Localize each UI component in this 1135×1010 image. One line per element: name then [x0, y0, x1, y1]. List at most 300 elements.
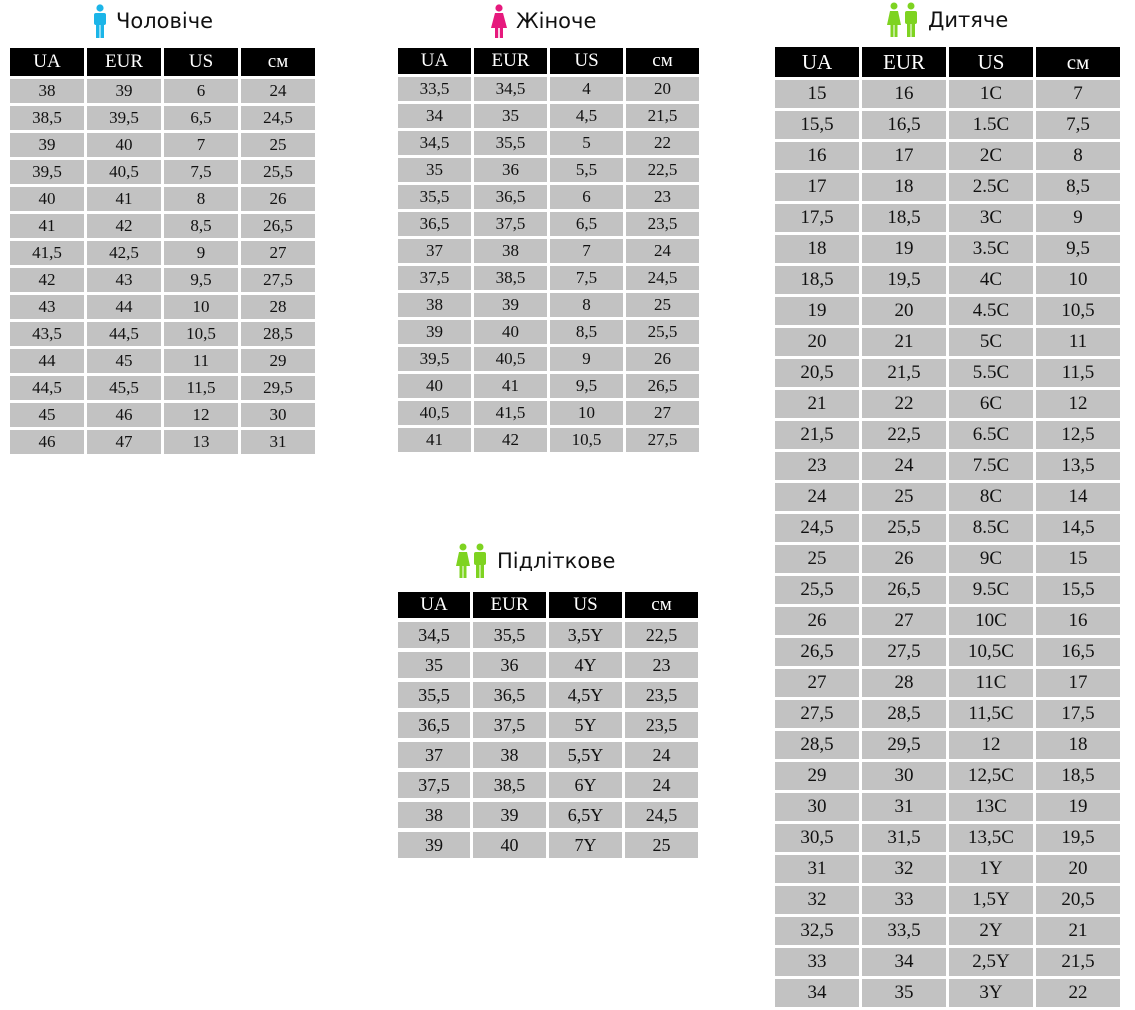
table-cell: 7: [1036, 80, 1120, 108]
table-row: [775, 359, 1120, 387]
table-cell: 26,5: [862, 576, 946, 604]
woman-icon: [490, 4, 516, 38]
table-row: [10, 187, 315, 211]
table-cell: 25: [241, 133, 315, 157]
table-cell: 5,5: [550, 158, 623, 182]
table-cell: 10,5C: [949, 638, 1033, 666]
table-cell: 15,5: [1036, 576, 1120, 604]
table-cell: 35,5: [398, 682, 470, 708]
women-title: [490, 4, 596, 38]
women-header-row: [398, 48, 699, 74]
table-cell: 39: [473, 802, 546, 828]
table-cell: 29,5: [241, 376, 315, 400]
table-cell: 22: [1036, 979, 1120, 1007]
table-cell: 3,5Y: [549, 622, 622, 648]
table-cell: 21,5: [1036, 948, 1120, 976]
table-cell: 18: [862, 173, 946, 201]
table-cell: 30,5: [775, 824, 859, 852]
table-cell: 44,5: [10, 376, 84, 400]
table-cell: 1Y: [949, 855, 1033, 883]
women-header-ua: UA: [398, 48, 471, 74]
table-cell: 47: [87, 430, 161, 454]
kids-header-cm: см: [1036, 47, 1120, 77]
table-cell: 12: [1036, 390, 1120, 418]
table-cell: 21: [775, 390, 859, 418]
teen-header-us: US: [549, 592, 622, 618]
children-icon: [886, 2, 928, 38]
table-cell: 15: [775, 80, 859, 108]
table-cell: 30: [775, 793, 859, 821]
table-cell: 38,5: [473, 772, 546, 798]
table-row: [775, 700, 1120, 728]
table-cell: 33,5: [398, 77, 471, 101]
table-row: [775, 297, 1120, 325]
table-cell: 38: [10, 79, 84, 103]
teen-size-table: [395, 588, 701, 862]
table-cell: 11,5: [1036, 359, 1120, 387]
table-row: [398, 158, 699, 182]
table-cell: 24,5: [625, 802, 698, 828]
kids-header-ua: UA: [775, 47, 859, 77]
table-cell: 23,5: [625, 712, 698, 738]
table-cell: 45: [87, 349, 161, 373]
table-cell: 8,5: [1036, 173, 1120, 201]
table-cell: 29: [775, 762, 859, 790]
table-cell: 38: [474, 239, 547, 263]
table-cell: 13C: [949, 793, 1033, 821]
table-cell: 2Y: [949, 917, 1033, 945]
table-cell: 10: [550, 401, 623, 425]
table-row: [398, 347, 699, 371]
table-cell: 9: [1036, 204, 1120, 232]
table-cell: 24: [626, 239, 699, 263]
table-cell: 39: [87, 79, 161, 103]
table-cell: 11C: [949, 669, 1033, 697]
table-cell: 18: [1036, 731, 1120, 759]
women-table-body: [398, 77, 699, 452]
table-cell: 13,5C: [949, 824, 1033, 852]
table-cell: 36: [474, 158, 547, 182]
table-cell: 10,5: [1036, 297, 1120, 325]
table-row: [398, 742, 698, 768]
table-cell: 38,5: [474, 266, 547, 290]
table-cell: 16: [1036, 607, 1120, 635]
men-header-cm: см: [241, 48, 315, 76]
table-cell: 22: [862, 390, 946, 418]
kids-size-table: [772, 44, 1123, 1010]
table-cell: 25,5: [241, 160, 315, 184]
table-cell: 35,5: [398, 185, 471, 209]
table-cell: 15: [1036, 545, 1120, 573]
table-cell: 41,5: [474, 401, 547, 425]
table-cell: 8,5: [550, 320, 623, 344]
table-cell: 9,5: [164, 268, 238, 292]
table-cell: 38: [398, 293, 471, 317]
table-cell: 10,5: [550, 428, 623, 452]
table-cell: 11,5: [164, 376, 238, 400]
table-row: [398, 131, 699, 155]
table-cell: 39: [398, 832, 470, 858]
table-cell: 4,5Y: [549, 682, 622, 708]
table-cell: 19: [775, 297, 859, 325]
kids-table-body: [775, 80, 1120, 1007]
table-cell: 46: [87, 403, 161, 427]
table-cell: 6,5: [550, 212, 623, 236]
table-cell: 34: [862, 948, 946, 976]
table-cell: 5Y: [549, 712, 622, 738]
table-cell: 43: [87, 268, 161, 292]
table-cell: 42: [474, 428, 547, 452]
table-cell: 33,5: [862, 917, 946, 945]
table-cell: 17: [1036, 669, 1120, 697]
table-cell: 26,5: [626, 374, 699, 398]
table-cell: 32,5: [775, 917, 859, 945]
table-cell: 21,5: [626, 104, 699, 128]
table-row: [10, 79, 315, 103]
table-cell: 22,5: [862, 421, 946, 449]
man-icon: [92, 4, 116, 38]
table-cell: 42: [87, 214, 161, 238]
table-cell: 9C: [949, 545, 1033, 573]
table-cell: 37: [398, 239, 471, 263]
table-cell: 21,5: [775, 421, 859, 449]
table-cell: 7,5: [1036, 111, 1120, 139]
table-cell: 9: [550, 347, 623, 371]
table-cell: 5: [550, 131, 623, 155]
table-cell: 23: [775, 452, 859, 480]
table-cell: 35: [862, 979, 946, 1007]
table-cell: 21: [1036, 917, 1120, 945]
table-cell: 40: [10, 187, 84, 211]
table-cell: 8,5: [164, 214, 238, 238]
table-cell: 28,5: [241, 322, 315, 346]
table-cell: 6,5Y: [549, 802, 622, 828]
table-cell: 37,5: [398, 772, 470, 798]
men-table-body: [10, 79, 315, 454]
table-cell: 40: [474, 320, 547, 344]
table-cell: 16,5: [862, 111, 946, 139]
table-cell: 2C: [949, 142, 1033, 170]
table-cell: 24,5: [626, 266, 699, 290]
table-row: [398, 622, 698, 648]
table-cell: 6: [550, 185, 623, 209]
table-cell: 10,5: [164, 322, 238, 346]
kids-title: [886, 2, 1008, 38]
table-row: [10, 268, 315, 292]
table-cell: 4C: [949, 266, 1033, 294]
table-cell: 13,5: [1036, 452, 1120, 480]
table-cell: 4: [550, 77, 623, 101]
table-row: [398, 266, 699, 290]
table-cell: 9: [164, 241, 238, 265]
women-size-table: [395, 45, 702, 455]
table-row: [775, 390, 1120, 418]
table-row: [398, 374, 699, 398]
table-cell: 4,5: [550, 104, 623, 128]
table-cell: 10: [1036, 266, 1120, 294]
table-cell: 8: [550, 293, 623, 317]
table-row: [10, 349, 315, 373]
table-cell: 41: [398, 428, 471, 452]
table-cell: 3.5C: [949, 235, 1033, 263]
table-cell: 21: [862, 328, 946, 356]
table-cell: 20,5: [775, 359, 859, 387]
table-row: [775, 235, 1120, 263]
table-row: [775, 204, 1120, 232]
table-cell: 24,5: [241, 106, 315, 130]
table-cell: 46: [10, 430, 84, 454]
table-cell: 24: [625, 772, 698, 798]
teen-header-row: [398, 592, 698, 618]
table-cell: 35: [398, 158, 471, 182]
table-cell: 19: [1036, 793, 1120, 821]
table-row: [775, 824, 1120, 852]
table-cell: 40,5: [474, 347, 547, 371]
table-cell: 26: [626, 347, 699, 371]
women-header-us: US: [550, 48, 623, 74]
table-row: [775, 576, 1120, 604]
table-cell: 23,5: [626, 212, 699, 236]
table-cell: 33: [775, 948, 859, 976]
table-cell: 3C: [949, 204, 1033, 232]
table-cell: 41: [87, 187, 161, 211]
kids-title-label: Дитяче: [928, 8, 1009, 32]
table-cell: 28,5: [775, 731, 859, 759]
table-cell: 14,5: [1036, 514, 1120, 542]
table-cell: 17,5: [775, 204, 859, 232]
table-cell: 31: [775, 855, 859, 883]
table-cell: 16,5: [1036, 638, 1120, 666]
table-cell: 19: [862, 235, 946, 263]
table-cell: 27: [775, 669, 859, 697]
table-cell: 37,5: [398, 266, 471, 290]
table-row: [775, 607, 1120, 635]
table-cell: 37,5: [474, 212, 547, 236]
table-cell: 27,5: [626, 428, 699, 452]
table-cell: 40: [473, 832, 546, 858]
men-size-table: [7, 45, 318, 457]
table-cell: 20: [862, 297, 946, 325]
table-cell: 25,5: [862, 514, 946, 542]
table-cell: 13: [164, 430, 238, 454]
table-cell: 16: [862, 80, 946, 108]
table-cell: 34,5: [398, 131, 471, 155]
table-cell: 35,5: [474, 131, 547, 155]
table-cell: 32: [862, 855, 946, 883]
table-cell: 25: [775, 545, 859, 573]
women-header-cm: см: [626, 48, 699, 74]
table-cell: 8: [1036, 142, 1120, 170]
table-cell: 42,5: [87, 241, 161, 265]
table-cell: 22,5: [625, 622, 698, 648]
table-row: [10, 430, 315, 454]
table-row: [775, 483, 1120, 511]
table-cell: 35: [398, 652, 470, 678]
table-cell: 6.5C: [949, 421, 1033, 449]
table-cell: 12,5C: [949, 762, 1033, 790]
men-header-eur: EUR: [87, 48, 161, 76]
table-row: [398, 832, 698, 858]
table-cell: 19,5: [862, 266, 946, 294]
men-title: [92, 4, 213, 38]
table-cell: 45,5: [87, 376, 161, 400]
table-cell: 24: [775, 483, 859, 511]
table-row: [10, 376, 315, 400]
table-cell: 36: [473, 652, 546, 678]
table-cell: 3Y: [949, 979, 1033, 1007]
table-cell: 40: [87, 133, 161, 157]
table-row: [10, 214, 315, 238]
table-cell: 29,5: [862, 731, 946, 759]
men-title-label: Чоловіче: [116, 9, 214, 33]
table-cell: 2.5C: [949, 173, 1033, 201]
table-cell: 12: [164, 403, 238, 427]
table-row: [775, 979, 1120, 1007]
table-cell: 24: [241, 79, 315, 103]
table-row: [398, 772, 698, 798]
table-cell: 35: [474, 104, 547, 128]
table-cell: 35,5: [473, 622, 546, 648]
table-cell: 31,5: [862, 824, 946, 852]
table-row: [398, 293, 699, 317]
table-cell: 10: [164, 295, 238, 319]
table-row: [398, 320, 699, 344]
table-cell: 8.5C: [949, 514, 1033, 542]
table-cell: 15,5: [775, 111, 859, 139]
table-cell: 18: [775, 235, 859, 263]
table-row: [775, 80, 1120, 108]
table-row: [10, 133, 315, 157]
table-row: [775, 886, 1120, 914]
table-cell: 10C: [949, 607, 1033, 635]
kids-header-row: [775, 47, 1120, 77]
table-cell: 42: [10, 268, 84, 292]
teen-title-label: Підліткове: [497, 549, 616, 573]
table-row: [775, 328, 1120, 356]
table-cell: 23: [625, 652, 698, 678]
table-cell: 2,5Y: [949, 948, 1033, 976]
table-row: [775, 638, 1120, 666]
table-row: [10, 106, 315, 130]
table-row: [398, 401, 699, 425]
table-cell: 41: [474, 374, 547, 398]
table-row: [10, 403, 315, 427]
table-cell: 38: [473, 742, 546, 768]
table-cell: 25: [625, 832, 698, 858]
table-cell: 26,5: [241, 214, 315, 238]
table-cell: 26: [862, 545, 946, 573]
table-cell: 12,5: [1036, 421, 1120, 449]
table-cell: 11: [1036, 328, 1120, 356]
table-cell: 36,5: [474, 185, 547, 209]
table-cell: 43: [10, 295, 84, 319]
table-cell: 33: [862, 886, 946, 914]
table-cell: 37: [398, 742, 470, 768]
table-cell: 19,5: [1036, 824, 1120, 852]
table-row: [398, 428, 699, 452]
table-row: [775, 421, 1120, 449]
table-cell: 23: [626, 185, 699, 209]
table-row: [775, 793, 1120, 821]
table-cell: 17,5: [1036, 700, 1120, 728]
table-cell: 34,5: [398, 622, 470, 648]
table-row: [775, 452, 1120, 480]
table-cell: 28: [241, 295, 315, 319]
table-cell: 22: [626, 131, 699, 155]
women-header-eur: EUR: [474, 48, 547, 74]
table-cell: 6: [164, 79, 238, 103]
table-cell: 4Y: [549, 652, 622, 678]
table-cell: 45: [10, 403, 84, 427]
table-row: [10, 241, 315, 265]
table-cell: 41: [10, 214, 84, 238]
table-cell: 8C: [949, 483, 1033, 511]
table-cell: 40,5: [87, 160, 161, 184]
table-cell: 27,5: [862, 638, 946, 666]
table-cell: 18,5: [862, 204, 946, 232]
table-row: [398, 802, 698, 828]
table-cell: 34: [775, 979, 859, 1007]
table-cell: 1.5C: [949, 111, 1033, 139]
kids-header-eur: EUR: [862, 47, 946, 77]
teen-table-body: [398, 622, 698, 858]
table-cell: 5.5C: [949, 359, 1033, 387]
table-cell: 25,5: [626, 320, 699, 344]
table-cell: 24: [862, 452, 946, 480]
table-cell: 38,5: [10, 106, 84, 130]
table-cell: 12: [949, 731, 1033, 759]
table-cell: 40,5: [398, 401, 471, 425]
table-cell: 18,5: [775, 266, 859, 294]
table-row: [775, 948, 1120, 976]
teen-header-cm: см: [625, 592, 698, 618]
table-cell: 17: [862, 142, 946, 170]
table-row: [398, 652, 698, 678]
table-cell: 9.5C: [949, 576, 1033, 604]
table-row: [398, 185, 699, 209]
table-cell: 32: [775, 886, 859, 914]
table-cell: 1,5Y: [949, 886, 1033, 914]
table-cell: 39,5: [87, 106, 161, 130]
teen-header-ua: UA: [398, 592, 470, 618]
table-cell: 11,5C: [949, 700, 1033, 728]
table-row: [398, 77, 699, 101]
table-cell: 24,5: [775, 514, 859, 542]
table-cell: 39,5: [398, 347, 471, 371]
table-cell: 27: [862, 607, 946, 635]
table-cell: 31: [241, 430, 315, 454]
table-cell: 1C: [949, 80, 1033, 108]
table-cell: 5,5Y: [549, 742, 622, 768]
table-cell: 34: [398, 104, 471, 128]
table-cell: 44: [87, 295, 161, 319]
table-cell: 38: [398, 802, 470, 828]
table-row: [398, 212, 699, 236]
table-cell: 7: [550, 239, 623, 263]
table-cell: 24: [625, 742, 698, 768]
table-cell: 9,5: [550, 374, 623, 398]
table-cell: 34,5: [474, 77, 547, 101]
table-cell: 7Y: [549, 832, 622, 858]
table-row: [775, 514, 1120, 542]
table-cell: 7: [164, 133, 238, 157]
table-cell: 6Y: [549, 772, 622, 798]
women-title-label: Жіноче: [516, 9, 597, 33]
table-cell: 40: [398, 374, 471, 398]
table-cell: 29: [241, 349, 315, 373]
men-header-row: [10, 48, 315, 76]
table-cell: 7,5: [550, 266, 623, 290]
